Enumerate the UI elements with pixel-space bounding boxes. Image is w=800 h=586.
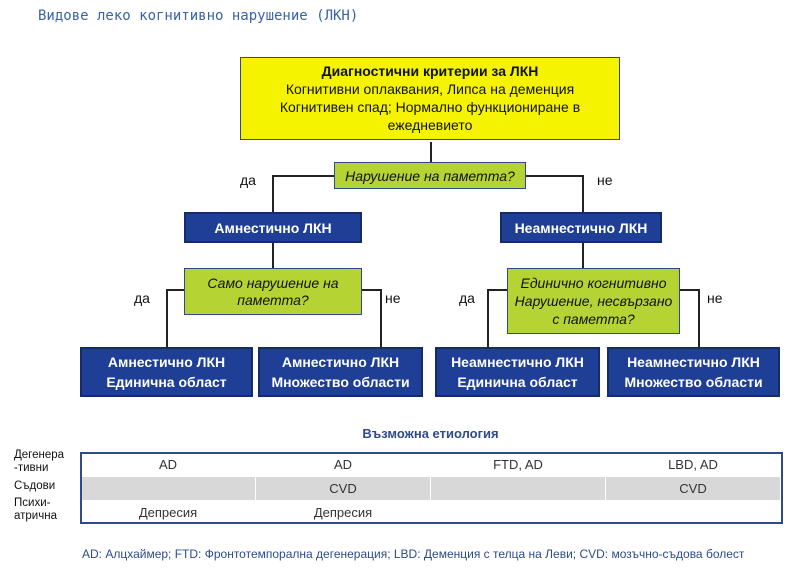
table-cell <box>431 477 606 501</box>
table-cell: LBD, AD <box>606 453 781 477</box>
table-cell: Депресия <box>81 501 256 525</box>
non-amnestic-label: Неамнестично ЛКН <box>514 219 648 236</box>
table-cell: AD <box>81 453 256 477</box>
row-label-vascular: Съдови <box>14 480 56 492</box>
no-label-right: не <box>707 290 723 306</box>
table-row <box>81 477 781 501</box>
outcome-amnestic-single <box>80 347 253 397</box>
amnestic-box <box>184 212 362 243</box>
outcome-4-line-1: Неамнестично ЛКН <box>627 354 760 370</box>
table-cell: FTD, AD <box>431 453 606 477</box>
non-amnestic-box <box>500 212 662 243</box>
criteria-line-1: Когнитивни оплаквания, Липса на деменция <box>285 81 575 97</box>
outcome-1-line-2: Единична област <box>106 374 227 390</box>
table-cell: CVD <box>606 477 781 501</box>
outcome-1-line-1: Амнестично ЛКН <box>107 354 226 370</box>
memory-only-question: Само нарушение на паметта? <box>207 274 339 308</box>
outcome-amnestic-multiple <box>258 347 423 397</box>
table-cell: Депресия <box>256 501 431 525</box>
table-cell <box>431 501 606 525</box>
single-nonmemory-question-box <box>507 268 680 334</box>
row-label-psychiatric: Психи- атрична <box>14 497 57 522</box>
outcome-non-amnestic-single <box>435 347 600 397</box>
yes-label-left: да <box>134 290 150 306</box>
criteria-heading: Диагностични критерии за ЛКН <box>321 63 539 79</box>
abbreviations-footer: AD: Алцхаймер; FTD: Фронтотемпорална дегенерация; LBD: Деменция с телца на Леви; CVD: мозъчно-съдова болест <box>82 547 745 561</box>
memory-only-question-box <box>184 268 362 315</box>
table-row <box>81 501 781 525</box>
etiology-heading: Възможна етиология <box>362 426 499 441</box>
etiology-table <box>80 452 781 525</box>
table-cell: AD <box>256 453 431 477</box>
table-row <box>81 453 781 477</box>
outcome-non-amnestic-multiple <box>607 347 780 397</box>
yes-label-main: да <box>240 172 256 188</box>
no-label-left: не <box>385 290 401 306</box>
memory-question-box <box>334 162 526 189</box>
memory-question: Нарушение на паметта? <box>345 167 515 184</box>
outcome-3-line-2: Единична област <box>457 374 578 390</box>
criteria-box <box>240 57 620 140</box>
outcome-2-line-2: Множество области <box>271 374 410 390</box>
amnestic-label: Амнестично ЛКН <box>214 219 332 236</box>
table-cell <box>81 477 256 501</box>
outcome-2-line-1: Амнестично ЛКН <box>281 354 400 370</box>
single-nonmemory-question: Единично когнитивно Нарушение, несвързано с паметта? <box>514 275 673 327</box>
outcome-3-line-1: Неамнестично ЛКН <box>451 354 584 370</box>
outcome-4-line-2: Множество области <box>624 374 763 390</box>
yes-label-right: да <box>459 290 475 306</box>
table-cell <box>606 501 781 525</box>
page-title: Видове леко когнитивно нарушение (ЛКН) <box>38 8 359 24</box>
criteria-line-2: Когнитивен спад; Нормално функциониране в ежедневието <box>279 99 581 133</box>
row-label-degenerative: Дегенера -тивни <box>14 449 65 474</box>
table-cell: CVD <box>256 477 431 501</box>
no-label-main: не <box>597 172 613 188</box>
